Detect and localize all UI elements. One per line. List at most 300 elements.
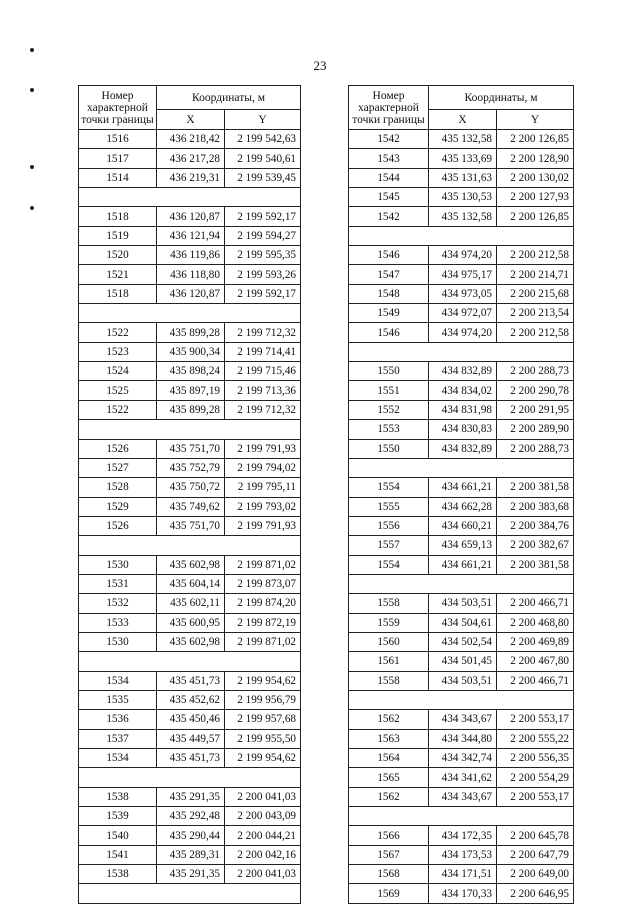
point-number-cell: 1541 <box>79 845 157 864</box>
table-row <box>349 516 574 535</box>
header-y: Y <box>497 110 574 130</box>
separator-row-cell <box>349 690 574 709</box>
point-number-cell: 1546 <box>349 323 429 342</box>
table-row <box>349 265 574 284</box>
y-coordinate-cell: 2 199 593,26 <box>225 265 301 284</box>
table-row <box>79 362 301 381</box>
margin-dot <box>30 88 34 92</box>
y-coordinate-cell: 2 199 871,02 <box>225 632 301 651</box>
y-coordinate-cell: 2 199 542,63 <box>225 130 301 149</box>
point-number-cell: 1560 <box>349 632 429 651</box>
x-coordinate-cell: 434 343,67 <box>429 787 497 806</box>
point-number-cell: 1544 <box>349 168 429 187</box>
table-row <box>349 149 574 168</box>
x-coordinate-cell: 434 172,35 <box>429 826 497 845</box>
table-row <box>79 536 301 555</box>
point-number-cell: 1530 <box>79 555 157 574</box>
separator-row-cell <box>349 574 574 593</box>
x-coordinate-cell: 435 289,31 <box>157 845 225 864</box>
y-coordinate-cell: 2 199 712,32 <box>225 400 301 419</box>
table-row <box>349 555 574 574</box>
separator-row-cell <box>349 226 574 245</box>
header-x: X <box>157 110 225 130</box>
y-coordinate-cell: 2 200 382,67 <box>497 536 574 555</box>
table-row <box>349 478 574 497</box>
table-row <box>349 729 574 748</box>
page-number: 23 <box>313 58 327 73</box>
y-coordinate-cell: 2 200 042,16 <box>225 845 301 864</box>
x-coordinate-cell: 434 832,89 <box>429 439 497 458</box>
y-coordinate-cell: 2 200 645,78 <box>497 826 574 845</box>
y-coordinate-cell: 2 200 288,73 <box>497 362 574 381</box>
table-row <box>79 516 301 535</box>
separator-row-cell <box>349 807 574 826</box>
point-number-cell: 1557 <box>349 536 429 555</box>
point-number-cell: 1543 <box>349 149 429 168</box>
x-coordinate-cell: 434 503,51 <box>429 671 497 690</box>
table-row <box>79 400 301 419</box>
point-number-cell: 1527 <box>79 458 157 477</box>
table-row <box>349 400 574 419</box>
point-number-cell: 1558 <box>349 594 429 613</box>
table-row <box>79 188 301 207</box>
table-row <box>349 845 574 864</box>
table-row <box>79 265 301 284</box>
x-coordinate-cell: 434 832,89 <box>429 362 497 381</box>
x-coordinate-cell: 435 900,34 <box>157 342 225 361</box>
point-number-cell: 1554 <box>349 478 429 497</box>
point-number-cell: 1524 <box>79 362 157 381</box>
table-row <box>349 458 574 477</box>
y-coordinate-cell: 2 200 469,89 <box>497 632 574 651</box>
x-coordinate-cell: 435 290,44 <box>157 826 225 845</box>
y-coordinate-cell: 2 200 044,21 <box>225 826 301 845</box>
x-coordinate-cell: 435 752,79 <box>157 458 225 477</box>
point-number-cell: 1559 <box>349 613 429 632</box>
table-row <box>79 284 301 303</box>
y-coordinate-cell: 2 199 956,79 <box>225 690 301 709</box>
x-coordinate-cell: 435 602,11 <box>157 594 225 613</box>
y-coordinate-cell: 2 200 126,85 <box>497 207 574 226</box>
x-coordinate-cell: 435 450,46 <box>157 710 225 729</box>
table-row <box>79 710 301 729</box>
y-coordinate-cell: 2 199 595,35 <box>225 246 301 265</box>
point-number-cell: 1537 <box>79 729 157 748</box>
x-coordinate-cell: 435 291,35 <box>157 787 225 806</box>
table-row <box>349 536 574 555</box>
x-coordinate-cell: 434 660,21 <box>429 516 497 535</box>
point-number-cell: 1558 <box>349 671 429 690</box>
table-row <box>79 323 301 342</box>
table-row <box>349 497 574 516</box>
point-number-cell: 1553 <box>349 420 429 439</box>
y-coordinate-cell: 2 200 468,80 <box>497 613 574 632</box>
separator-row-cell <box>79 768 301 787</box>
table-row <box>79 207 301 226</box>
table-row <box>79 807 301 826</box>
y-coordinate-cell: 2 200 128,90 <box>497 149 574 168</box>
y-coordinate-cell: 2 199 795,11 <box>225 478 301 497</box>
table-row <box>349 613 574 632</box>
y-coordinate-cell: 2 200 041,03 <box>225 787 301 806</box>
table-row <box>349 652 574 671</box>
separator-row-cell <box>79 884 301 903</box>
y-coordinate-cell: 2 200 554,29 <box>497 768 574 787</box>
point-number-cell: 1569 <box>349 884 429 903</box>
point-number-cell: 1522 <box>79 323 157 342</box>
table-row <box>79 478 301 497</box>
point-number-cell: 1540 <box>79 826 157 845</box>
point-number-cell: 1565 <box>349 768 429 787</box>
x-coordinate-cell: 435 133,69 <box>429 149 497 168</box>
y-coordinate-cell: 2 200 126,85 <box>497 130 574 149</box>
point-number-cell: 1526 <box>79 516 157 535</box>
y-coordinate-cell: 2 199 714,41 <box>225 342 301 361</box>
separator-row-cell <box>79 188 301 207</box>
y-coordinate-cell: 2 200 383,68 <box>497 497 574 516</box>
x-coordinate-cell: 435 132,58 <box>429 207 497 226</box>
x-coordinate-cell: 435 899,28 <box>157 323 225 342</box>
table-row <box>349 188 574 207</box>
point-number-cell: 1568 <box>349 865 429 884</box>
x-coordinate-cell: 435 132,58 <box>429 130 497 149</box>
y-coordinate-cell: 2 199 793,02 <box>225 497 301 516</box>
table-row <box>349 574 574 593</box>
point-number-cell: 1542 <box>349 207 429 226</box>
x-coordinate-cell: 436 218,42 <box>157 130 225 149</box>
table-row <box>79 729 301 748</box>
point-number-cell: 1547 <box>349 265 429 284</box>
margin-dot <box>30 206 34 210</box>
table-row <box>79 594 301 613</box>
table-row <box>79 574 301 593</box>
table-row <box>349 749 574 768</box>
y-coordinate-cell: 2 200 381,58 <box>497 555 574 574</box>
x-coordinate-cell: 435 749,62 <box>157 497 225 516</box>
table-row <box>349 130 574 149</box>
y-coordinate-cell: 2 200 647,79 <box>497 845 574 864</box>
point-number-cell: 1530 <box>79 632 157 651</box>
header-coordinates: Координаты, м <box>429 86 574 110</box>
coordinates-table-right <box>348 85 574 904</box>
table-row <box>349 710 574 729</box>
separator-row-cell <box>349 458 574 477</box>
table-row <box>349 671 574 690</box>
x-coordinate-cell: 435 449,57 <box>157 729 225 748</box>
y-coordinate-cell: 2 199 539,45 <box>225 168 301 187</box>
point-number-cell: 1546 <box>349 246 429 265</box>
table-row <box>79 439 301 458</box>
separator-row-cell <box>79 304 301 323</box>
y-coordinate-cell: 2 199 873,07 <box>225 574 301 593</box>
table-row <box>349 362 574 381</box>
y-coordinate-cell: 2 199 713,36 <box>225 381 301 400</box>
x-coordinate-cell: 434 830,83 <box>429 420 497 439</box>
x-coordinate-cell: 436 217,28 <box>157 149 225 168</box>
point-number-cell: 1550 <box>349 439 429 458</box>
point-number-cell: 1561 <box>349 652 429 671</box>
table-body-left <box>79 130 301 904</box>
table-row <box>79 497 301 516</box>
table-row <box>79 226 301 245</box>
x-coordinate-cell: 434 974,20 <box>429 246 497 265</box>
x-coordinate-cell: 435 452,62 <box>157 690 225 709</box>
point-number-cell: 1516 <box>79 130 157 149</box>
point-number-cell: 1532 <box>79 594 157 613</box>
x-coordinate-cell: 435 602,98 <box>157 632 225 651</box>
header-x: X <box>429 110 497 130</box>
x-coordinate-cell: 436 219,31 <box>157 168 225 187</box>
y-coordinate-cell: 2 200 466,71 <box>497 594 574 613</box>
x-coordinate-cell: 434 344,80 <box>429 729 497 748</box>
y-coordinate-cell: 2 200 381,58 <box>497 478 574 497</box>
separator-row-cell <box>349 342 574 361</box>
table-row <box>79 149 301 168</box>
x-coordinate-cell: 434 342,74 <box>429 749 497 768</box>
table-row <box>79 613 301 632</box>
point-number-cell: 1538 <box>79 865 157 884</box>
table-row <box>79 768 301 787</box>
y-coordinate-cell: 2 199 872,19 <box>225 613 301 632</box>
table-row <box>349 439 574 458</box>
x-coordinate-cell: 435 897,19 <box>157 381 225 400</box>
x-coordinate-cell: 435 130,53 <box>429 188 497 207</box>
y-coordinate-cell: 2 200 215,68 <box>497 284 574 303</box>
table-row <box>79 342 301 361</box>
table-row <box>349 381 574 400</box>
table-row <box>79 632 301 651</box>
table-row <box>349 807 574 826</box>
header-point-number: Номер характерной точки границы <box>349 86 429 130</box>
point-number-cell: 1520 <box>79 246 157 265</box>
x-coordinate-cell: 434 173,53 <box>429 845 497 864</box>
table-row <box>349 884 574 903</box>
table-row <box>349 342 574 361</box>
y-coordinate-cell: 2 200 290,78 <box>497 381 574 400</box>
point-number-cell: 1521 <box>79 265 157 284</box>
y-coordinate-cell: 2 200 467,80 <box>497 652 574 671</box>
point-number-cell: 1518 <box>79 284 157 303</box>
y-coordinate-cell: 2 200 130,02 <box>497 168 574 187</box>
x-coordinate-cell: 434 504,61 <box>429 613 497 632</box>
y-coordinate-cell: 2 199 874,20 <box>225 594 301 613</box>
point-number-cell: 1526 <box>79 439 157 458</box>
table-row <box>79 246 301 265</box>
table-row <box>349 594 574 613</box>
y-coordinate-cell: 2 199 791,93 <box>225 439 301 458</box>
point-number-cell: 1536 <box>79 710 157 729</box>
table-row <box>79 826 301 845</box>
table-row <box>79 787 301 806</box>
table-body-right <box>349 130 574 904</box>
y-coordinate-cell: 2 199 955,50 <box>225 729 301 748</box>
table-row <box>79 458 301 477</box>
table-row <box>79 865 301 884</box>
point-number-cell: 1552 <box>349 400 429 419</box>
x-coordinate-cell: 434 834,02 <box>429 381 497 400</box>
point-number-cell: 1567 <box>349 845 429 864</box>
x-coordinate-cell: 435 751,70 <box>157 516 225 535</box>
x-coordinate-cell: 434 502,54 <box>429 632 497 651</box>
point-number-cell: 1514 <box>79 168 157 187</box>
header-point-number: Номер характерной точки границы <box>79 86 157 130</box>
table-row <box>349 246 574 265</box>
point-number-cell: 1531 <box>79 574 157 593</box>
x-coordinate-cell: 435 451,73 <box>157 749 225 768</box>
x-coordinate-cell: 434 170,33 <box>429 884 497 903</box>
y-coordinate-cell: 2 200 212,58 <box>497 323 574 342</box>
table-row <box>349 207 574 226</box>
point-number-cell: 1534 <box>79 749 157 768</box>
x-coordinate-cell: 435 131,63 <box>429 168 497 187</box>
point-number-cell: 1538 <box>79 787 157 806</box>
y-coordinate-cell: 2 200 213,54 <box>497 304 574 323</box>
y-coordinate-cell: 2 200 288,73 <box>497 439 574 458</box>
table-row <box>79 420 301 439</box>
separator-row-cell <box>79 420 301 439</box>
table-row <box>79 555 301 574</box>
point-number-cell: 1562 <box>349 710 429 729</box>
x-coordinate-cell: 435 602,98 <box>157 555 225 574</box>
point-number-cell: 1549 <box>349 304 429 323</box>
x-coordinate-cell: 434 659,13 <box>429 536 497 555</box>
x-coordinate-cell: 435 604,14 <box>157 574 225 593</box>
y-coordinate-cell: 2 200 553,17 <box>497 787 574 806</box>
point-number-cell: 1525 <box>79 381 157 400</box>
x-coordinate-cell: 434 343,67 <box>429 710 497 729</box>
y-coordinate-cell: 2 199 592,17 <box>225 284 301 303</box>
point-number-cell: 1556 <box>349 516 429 535</box>
y-coordinate-cell: 2 199 594,27 <box>225 226 301 245</box>
point-number-cell: 1523 <box>79 342 157 361</box>
x-coordinate-cell: 434 973,05 <box>429 284 497 303</box>
x-coordinate-cell: 435 750,72 <box>157 478 225 497</box>
point-number-cell: 1518 <box>79 207 157 226</box>
header-coordinates: Координаты, м <box>157 86 301 110</box>
x-coordinate-cell: 434 661,21 <box>429 555 497 574</box>
y-coordinate-cell: 2 200 041,03 <box>225 865 301 884</box>
table-row <box>349 420 574 439</box>
point-number-cell: 1548 <box>349 284 429 303</box>
point-number-cell: 1517 <box>79 149 157 168</box>
x-coordinate-cell: 434 171,51 <box>429 865 497 884</box>
y-coordinate-cell: 2 199 791,93 <box>225 516 301 535</box>
x-coordinate-cell: 435 899,28 <box>157 400 225 419</box>
table-row <box>79 304 301 323</box>
y-coordinate-cell: 2 200 212,58 <box>497 246 574 265</box>
table-row <box>79 845 301 864</box>
table-row <box>349 168 574 187</box>
x-coordinate-cell: 434 974,20 <box>429 323 497 342</box>
point-number-cell: 1545 <box>349 188 429 207</box>
margin-dot <box>30 48 34 52</box>
table-row <box>79 884 301 903</box>
table-row <box>349 865 574 884</box>
table-row <box>349 690 574 709</box>
y-coordinate-cell: 2 200 384,76 <box>497 516 574 535</box>
table-row <box>79 168 301 187</box>
y-coordinate-cell: 2 199 954,62 <box>225 749 301 768</box>
separator-row-cell <box>79 652 301 671</box>
point-number-cell: 1542 <box>349 130 429 149</box>
point-number-cell: 1551 <box>349 381 429 400</box>
y-coordinate-cell: 2 200 646,95 <box>497 884 574 903</box>
x-coordinate-cell: 435 291,35 <box>157 865 225 884</box>
margin-dot <box>30 165 34 169</box>
x-coordinate-cell: 435 600,95 <box>157 613 225 632</box>
x-coordinate-cell: 436 119,86 <box>157 246 225 265</box>
x-coordinate-cell: 436 120,87 <box>157 207 225 226</box>
point-number-cell: 1566 <box>349 826 429 845</box>
point-number-cell: 1533 <box>79 613 157 632</box>
y-coordinate-cell: 2 199 592,17 <box>225 207 301 226</box>
point-number-cell: 1522 <box>79 400 157 419</box>
y-coordinate-cell: 2 200 214,71 <box>497 265 574 284</box>
table-row <box>349 226 574 245</box>
x-coordinate-cell: 434 503,51 <box>429 594 497 613</box>
x-coordinate-cell: 434 661,21 <box>429 478 497 497</box>
x-coordinate-cell: 435 898,24 <box>157 362 225 381</box>
x-coordinate-cell: 435 292,48 <box>157 807 225 826</box>
y-coordinate-cell: 2 200 466,71 <box>497 671 574 690</box>
point-number-cell: 1555 <box>349 497 429 516</box>
x-coordinate-cell: 435 451,73 <box>157 671 225 690</box>
point-number-cell: 1562 <box>349 787 429 806</box>
table-row <box>79 671 301 690</box>
y-coordinate-cell: 2 200 127,93 <box>497 188 574 207</box>
separator-row-cell <box>79 536 301 555</box>
table-row <box>349 787 574 806</box>
point-number-cell: 1528 <box>79 478 157 497</box>
y-coordinate-cell: 2 200 043,09 <box>225 807 301 826</box>
point-number-cell: 1529 <box>79 497 157 516</box>
point-number-cell: 1554 <box>349 555 429 574</box>
x-coordinate-cell: 436 118,80 <box>157 265 225 284</box>
y-coordinate-cell: 2 199 871,02 <box>225 555 301 574</box>
y-coordinate-cell: 2 200 291,95 <box>497 400 574 419</box>
point-number-cell: 1550 <box>349 362 429 381</box>
table-row <box>79 381 301 400</box>
table-row <box>79 749 301 768</box>
y-coordinate-cell: 2 199 712,32 <box>225 323 301 342</box>
y-coordinate-cell: 2 199 954,62 <box>225 671 301 690</box>
table-row <box>79 652 301 671</box>
table-row <box>349 284 574 303</box>
y-coordinate-cell: 2 199 540,61 <box>225 149 301 168</box>
point-number-cell: 1534 <box>79 671 157 690</box>
x-coordinate-cell: 434 831,98 <box>429 400 497 419</box>
table-row <box>349 632 574 651</box>
table-row <box>79 130 301 149</box>
point-number-cell: 1564 <box>349 749 429 768</box>
y-coordinate-cell: 2 200 649,00 <box>497 865 574 884</box>
coordinates-table-left <box>78 85 301 904</box>
x-coordinate-cell: 434 341,62 <box>429 768 497 787</box>
x-coordinate-cell: 436 121,94 <box>157 226 225 245</box>
x-coordinate-cell: 434 662,28 <box>429 497 497 516</box>
y-coordinate-cell: 2 199 957,68 <box>225 710 301 729</box>
y-coordinate-cell: 2 200 553,17 <box>497 710 574 729</box>
y-coordinate-cell: 2 199 715,46 <box>225 362 301 381</box>
table-row <box>349 826 574 845</box>
x-coordinate-cell: 435 751,70 <box>157 439 225 458</box>
point-number-cell: 1535 <box>79 690 157 709</box>
point-number-cell: 1539 <box>79 807 157 826</box>
y-coordinate-cell: 2 200 289,90 <box>497 420 574 439</box>
y-coordinate-cell: 2 200 555,22 <box>497 729 574 748</box>
x-coordinate-cell: 436 120,87 <box>157 284 225 303</box>
x-coordinate-cell: 434 975,17 <box>429 265 497 284</box>
